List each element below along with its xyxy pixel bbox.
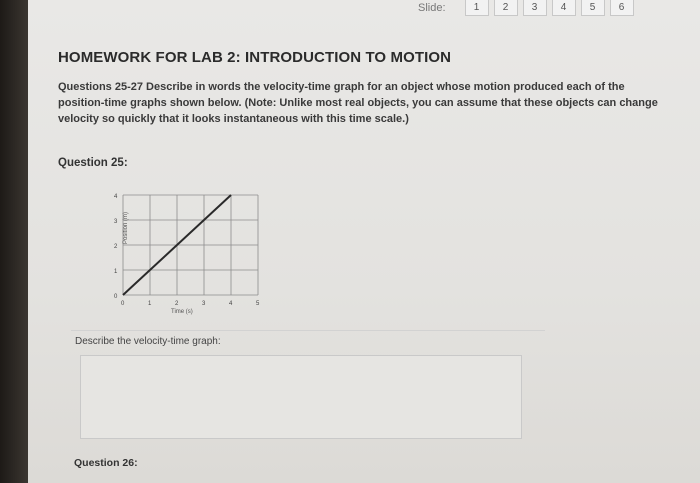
graph-grid — [123, 195, 258, 295]
y-tick-label: 0 — [114, 294, 118, 300]
x-tick-label: 4 — [229, 301, 233, 307]
question-26-label: Question 26: — [74, 457, 138, 469]
x-tick-labels — [121, 301, 260, 307]
x-tick-label: 2 — [175, 301, 179, 307]
velocity-prompt: Describe the velocity-time graph: — [71, 330, 545, 349]
y-tick-label: 3 — [114, 219, 118, 225]
page-title: HOMEWORK FOR LAB 2: INTRODUCTION TO MOTION — [58, 49, 452, 66]
x-tick-label: 3 — [202, 301, 206, 307]
y-tick-label: 1 — [114, 269, 118, 275]
slide-button-2[interactable]: 2 — [494, 0, 518, 16]
x-tick-label: 0 — [121, 301, 125, 307]
slide-button-5[interactable]: 5 — [581, 0, 605, 16]
y-tick-label: 2 — [114, 244, 118, 250]
x-tick-label: 5 — [256, 301, 260, 307]
slide-button-4[interactable]: 4 — [552, 0, 576, 16]
slide-button-6[interactable]: 6 — [610, 0, 634, 16]
slide-button-3[interactable]: 3 — [523, 0, 547, 16]
answer-textarea[interactable] — [80, 355, 522, 439]
x-tick-label: 1 — [148, 301, 152, 307]
slide-label: Slide: — [418, 2, 446, 14]
instructions-text: Questions 25-27 Describe in words the velocity-time graph for an object whose motion produced each of the position-time graphs shown below. (Note: Unlike most real objects, you can assume that these objects can change velocity so quickly that it looks instantaneous with this time scale.) — [58, 81, 658, 125]
slide-navigation — [418, 0, 634, 16]
x-axis-label: Time (s) — [171, 309, 193, 315]
y-tick-labels — [114, 194, 118, 300]
monitor-bezel — [0, 0, 28, 483]
question-25-label: Question 25: — [58, 157, 128, 169]
slide-button-1[interactable]: 1 — [465, 0, 489, 16]
y-axis-label: Position (m) — [123, 211, 129, 244]
y-tick-label: 4 — [114, 194, 118, 200]
worksheet-screen — [28, 0, 700, 483]
position-time-graph — [68, 180, 268, 325]
